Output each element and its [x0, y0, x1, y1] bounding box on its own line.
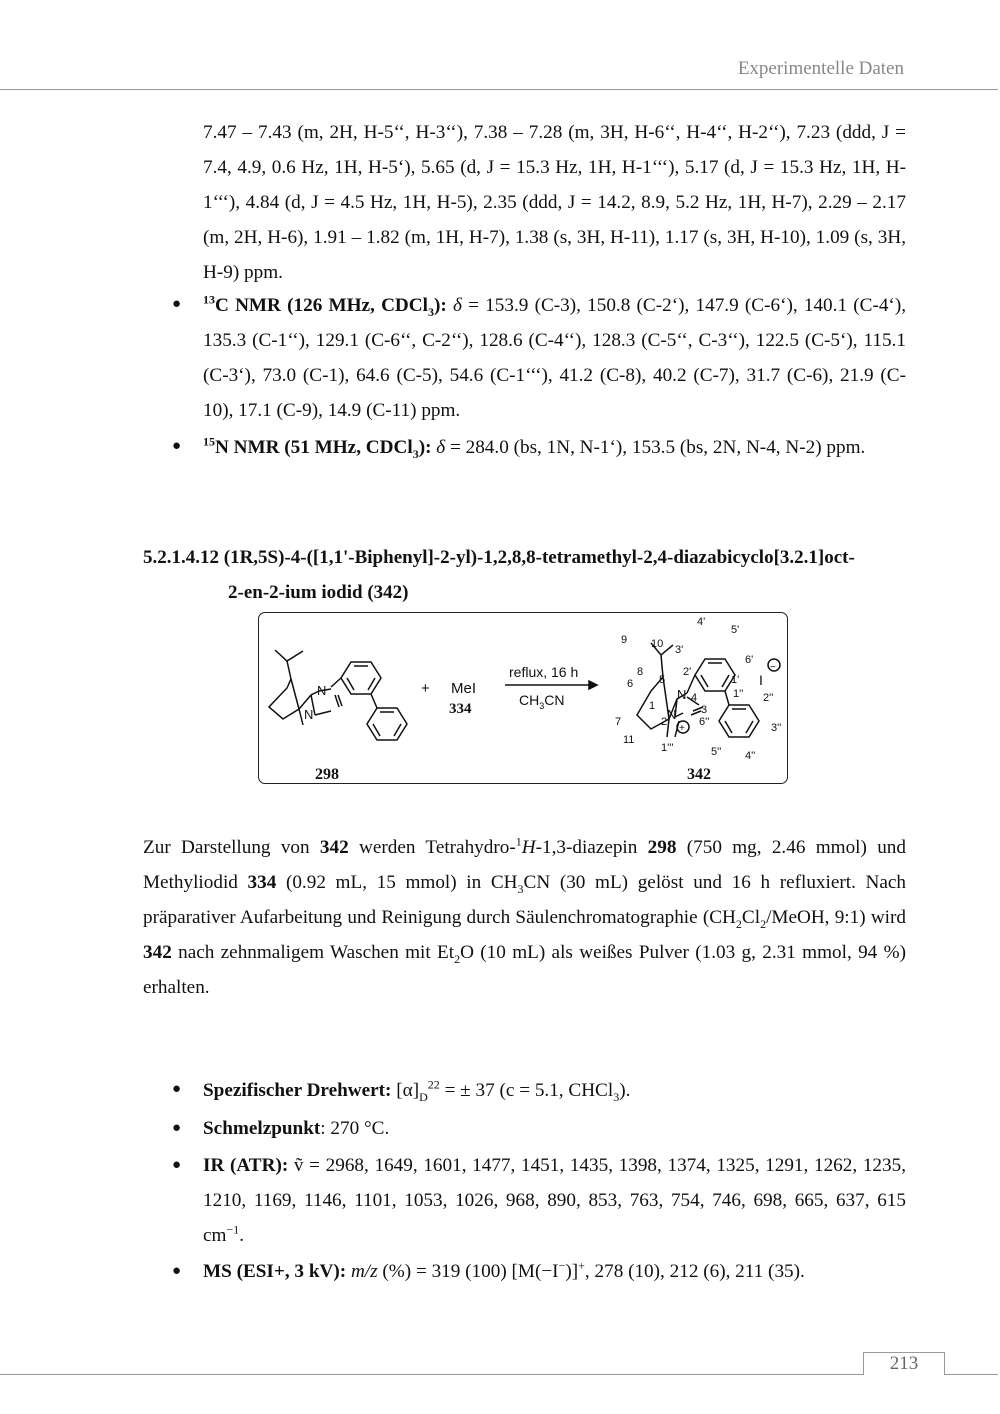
- svg-text:1': 1': [731, 674, 740, 686]
- section-number: 5.2.1.4.12: [143, 547, 219, 568]
- procedure-paragraph: Zur Darstellung von 342 werden Tetrahydro-$^1$H-1,3-diazepin 298 (750 mg, 2.46 mmol) und Methyliodid 334 (0.92 mL, 15 mmol) in $CH_3CN$ (30 mL) gelöst und 16 h refluxiert. Nach präparativer Aufarbeitung und Reinigung durch Säulenchromatographie ($CH_2Cl_2$/MeOH, 9:1) wird 342 nach zehnmaligem Waschen mit $Et_2O$ (10 mL) als weißes Pulver (1.03 g, 2.31 mmol, 94 %) erhalten.: [143, 834, 907, 998]
- svg-text:2'': 2'': [763, 692, 774, 704]
- svg-text:1''': 1''': [661, 742, 674, 754]
- reaction-scheme-drawing: [259, 613, 787, 783]
- svg-text:5: 5: [659, 674, 666, 686]
- svg-text:5'': 5'': [711, 746, 722, 758]
- svg-text:6'': 6'': [699, 716, 710, 728]
- plus-sign: +: [421, 680, 430, 697]
- reagent-number: 334: [449, 701, 472, 717]
- svg-text:8: 8: [637, 666, 644, 678]
- svg-text:10: 10: [651, 638, 664, 650]
- bullet: ●: [172, 1157, 182, 1173]
- ir-data: IR (ATR): ṽ = 2968, 1649, 1601, 1477, 1451, 1435, 1398, 1374, 1325, 1291, 1262, 1235, 1210, 1169, 1146, 1101, 1053, 1026, 968, 890, 853, 763, 754, 746, 698, 665, 637, 615 $cm^{-1}$.: [203, 1155, 906, 1246]
- reaction-scheme: [258, 612, 788, 784]
- svg-text:2': 2': [683, 666, 692, 678]
- melting-point: Schmelzpunkt: 270 °C.: [203, 1118, 390, 1139]
- bullet: ●: [172, 1263, 182, 1279]
- bullet: ●: [172, 296, 182, 312]
- svg-text:−: −: [770, 662, 776, 673]
- svg-text:7: 7: [615, 716, 622, 728]
- svg-text:4: 4: [691, 692, 698, 704]
- svg-text:4': 4': [697, 616, 706, 628]
- specific-rotation: Spezifischer Drehwert: $[\alpha]_D^{22}$ = ± 37 (c = 5.1, CHCl$_3$).: [203, 1077, 631, 1104]
- conditions-top: reflux, 16 h: [509, 664, 579, 680]
- product-compound-number: 342: [687, 766, 711, 783]
- svg-text:4'': 4'': [745, 750, 756, 762]
- start-compound-number: 298: [315, 766, 339, 783]
- nmr-1h-continuation: 7.47 – 7.43 (m, 2H, H-5‘‘, H-3‘‘), 7.38 – 7.28 (m, 3H, H-6‘‘, H-4‘‘, H-2‘‘), 7.23 (ddd, J = 7.4, 4.9, 0.6 Hz, 1H, H-5‘), 5.65 (d, J = 15.3 Hz, 1H, H-1‘‘‘), 5.17 (d, J = 15.3 Hz, 1H, H-1‘‘‘), 4.84 (d, J = 4.5 Hz, 1H, H-5), 2.35 (ddd, J = 14.2, 8.9, 5.2 Hz, 1H, H-7), 2.29 – 2.17 (m, 2H, H-6), 1.91 – 1.82 (m, 1H, H-7), 1.38 (s, 3H, H-11), 1.17 (s, 3H, H-10), 1.09 (s, 3H, H-9) ppm.: [203, 122, 906, 283]
- header-rule: [0, 89, 998, 90]
- n-atom-label: N: [304, 707, 314, 722]
- svg-text:3': 3': [675, 644, 684, 656]
- nmr-13c: $^{13}$C NMR (126 MHz, CDCl$_3$): δ = 153.9 (C-3), 150.8 (C-2‘), 147.9 (C-6‘), 140.1 (C-4‘), 135.3 (C-1‘‘), 129.1 (C-6‘‘, C-2‘‘), 128.6 (C-4‘‘), 128.3 (C-5‘‘, C-3‘‘), 122.5 (C-5‘), 115.1 (C-3‘), 73.0 (C-1), 64.6 (C-5), 54.6 (C-1‘‘‘), 41.2 (C-8), 40.2 (C-7), 31.7 (C-6), 21.9 (C-10), 17.1 (C-9), 14.9 (C-11) ppm.: [203, 292, 907, 421]
- svg-text:1: 1: [649, 700, 656, 712]
- svg-text:2: 2: [661, 716, 668, 728]
- footer-rule: [0, 1374, 998, 1375]
- n-atom-label: N: [317, 683, 327, 698]
- svg-text:3'': 3'': [771, 722, 782, 734]
- svg-text:N: N: [667, 707, 677, 722]
- ms-data: MS (ESI+, 3 kV): m/z (%) = 319 (100) [M(−I−)]+, 278 (10), 212 (6), 211 (35).: [203, 1258, 805, 1282]
- svg-text:5': 5': [731, 624, 740, 636]
- iodide-label: I: [759, 672, 763, 688]
- nmr-15n: $^{15}$N NMR (51 MHz, CDCl$_3$): δ = 284.0 (bs, 1N, N-1‘), 153.5 (bs, 2N, N-4, N-2) ppm.: [203, 434, 866, 461]
- bullet: ●: [172, 438, 182, 454]
- conditions-bottom: $CH_3CN$: [519, 692, 565, 711]
- reagent-name: MeI: [451, 680, 477, 697]
- svg-text:6: 6: [627, 678, 634, 690]
- svg-text:+: +: [679, 723, 685, 734]
- section-heading: [143, 540, 913, 610]
- bullet: ●: [172, 1081, 182, 1097]
- running-header: Experimentelle Daten: [737, 58, 904, 79]
- section-title-line2: 2-en-2-ium iodid (342): [228, 582, 409, 603]
- compound-298-structure: [269, 650, 407, 740]
- svg-text:N: N: [677, 687, 687, 702]
- svg-text:3: 3: [701, 704, 708, 716]
- svg-text:11: 11: [623, 734, 635, 746]
- svg-text:6': 6': [745, 654, 754, 666]
- svg-text:9: 9: [621, 634, 628, 646]
- svg-text:1'': 1'': [733, 688, 744, 700]
- page-number: 213: [863, 1352, 945, 1375]
- bullet: ●: [172, 1120, 182, 1136]
- section-title-line1: (1R,5S)-4-([1,1'-Biphenyl]-2-yl)-1,2,8,8-tetramethyl-2,4-diazabicyclo[3.2.1]oct-: [223, 547, 855, 568]
